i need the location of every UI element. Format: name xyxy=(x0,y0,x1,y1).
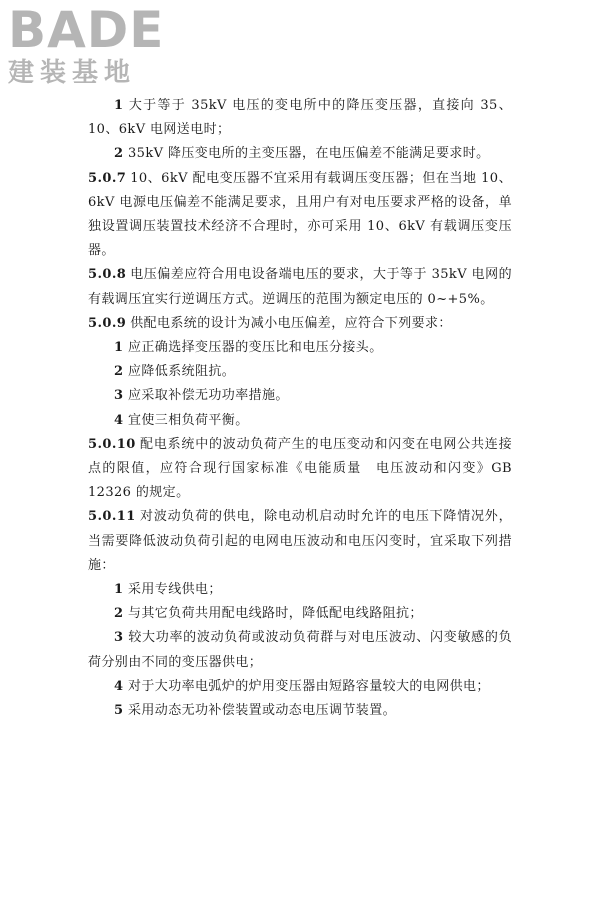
list-item xyxy=(88,409,512,433)
clause-number: 5.0.7 xyxy=(88,170,127,186)
item-number: 3 xyxy=(114,388,124,404)
clause-text: 电压偏差应符合用电设备端电压的要求，大于等于 35kV 电网的有载调压宜实行逆调压方式。逆调压的范围为额定电压的 0~+5%。 xyxy=(88,267,512,307)
item-text: 35kV 降压变电所的主变压器，在电压偏差不能满足要求时。 xyxy=(128,146,490,162)
clause-5-0-9 xyxy=(88,312,512,336)
list-item xyxy=(88,94,512,142)
item-text: 与其它负荷共用配电线路时，降低配电线路阻抗； xyxy=(128,606,423,622)
clause-text: 对波动负荷的供电，除电动机启动时允许的电压下降情况外，当需要降低波动负荷引起的电网电压波动和电压闪变时，宜采取下列措施： xyxy=(88,509,512,573)
clause-text: 10、6kV 配电变压器不宜采用有载调压变压器；但在当地 10、6kV 电源电压偏差不能满足要求，且用户有对电压要求严格的设备，单独设置调压装置技术经济不合理时，亦可采用 10、6kV 有载调压变压器。 xyxy=(88,170,512,259)
item-number: 1 xyxy=(114,340,124,356)
clause-number: 5.0.8 xyxy=(88,267,127,283)
item-number: 2 xyxy=(114,364,124,380)
list-item xyxy=(88,675,512,699)
item-text: 采用动态无功补偿装置或动态电压调节装置。 xyxy=(128,703,397,719)
clause-text: 配电系统中的波动负荷产生的电压变动和闪变在电网公共连接点的限值，应符合现行国家标准《电能质量 电压波动和闪变》GB 12326 的规定。 xyxy=(88,436,512,501)
item-text: 应采取补偿无功功率措施。 xyxy=(128,388,289,404)
list-item xyxy=(88,142,512,166)
list-item xyxy=(88,699,512,723)
clause-number: 5.0.11 xyxy=(88,509,136,525)
item-text: 大于等于 35kV 电压的变电所中的降压变压器，直接向 35、10、6kV 电网送电时； xyxy=(88,98,512,138)
clause-text: 供配电系统的设计为减小电压偏差，应符合下列要求： xyxy=(130,315,452,331)
list-item xyxy=(88,602,512,626)
clause-5-0-8 xyxy=(88,263,512,311)
item-text: 宜使三相负荷平衡。 xyxy=(128,412,249,428)
list-item xyxy=(88,626,512,674)
list-item xyxy=(88,578,512,602)
item-text: 应正确选择变压器的变压比和电压分接头。 xyxy=(128,340,383,356)
item-text: 应降低系统阻抗。 xyxy=(128,364,236,380)
item-number: 3 xyxy=(114,630,124,646)
item-number: 1 xyxy=(114,98,124,113)
item-number: 1 xyxy=(114,582,124,598)
item-number: 2 xyxy=(114,606,124,622)
list-item xyxy=(88,360,512,384)
list-item xyxy=(88,336,512,360)
clause-5-0-7 xyxy=(88,167,512,264)
watermark-latin-text: BADE xyxy=(8,1,165,59)
list-item xyxy=(88,384,512,408)
document-body xyxy=(88,94,512,723)
clause-number: 5.0.10 xyxy=(88,436,136,452)
bade-watermark-logo xyxy=(8,2,178,92)
item-text: 采用专线供电； xyxy=(128,582,222,598)
watermark-cjk-text: 建装基地 xyxy=(8,58,137,88)
item-text: 对于大功率电弧炉的炉用变压器由短路容量较大的电网供电； xyxy=(128,678,490,694)
item-text: 较大功率的波动负荷或波动负荷群与对电压波动、闪变敏感的负荷分别由不同的变压器供电； xyxy=(88,630,512,670)
item-number: 5 xyxy=(114,703,124,719)
item-number: 4 xyxy=(114,678,124,694)
clause-5-0-11 xyxy=(88,505,512,578)
item-number: 2 xyxy=(114,146,124,162)
clause-5-0-10 xyxy=(88,433,512,506)
item-number: 4 xyxy=(114,412,124,428)
clause-number: 5.0.9 xyxy=(88,315,127,331)
